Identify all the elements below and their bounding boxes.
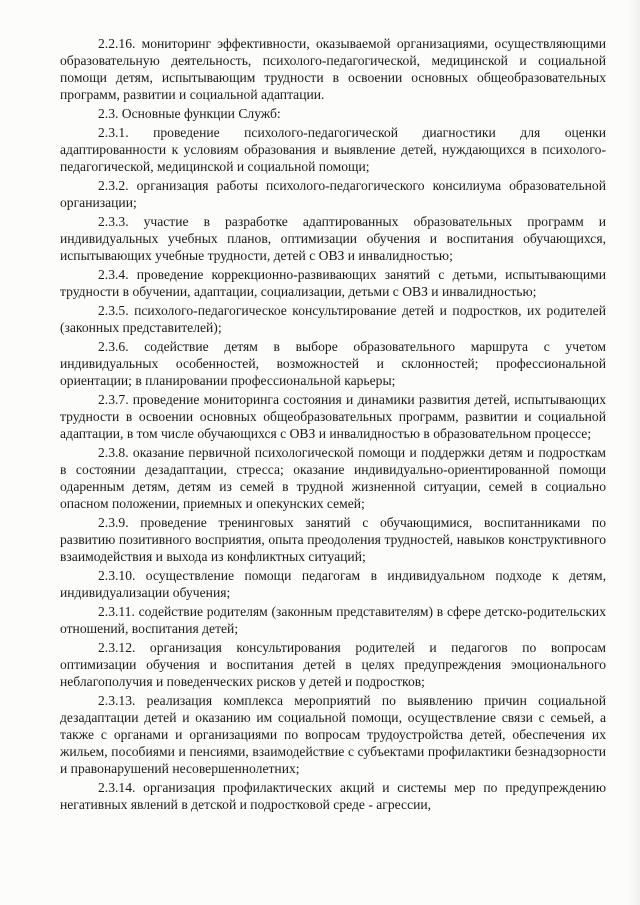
document-body	[60, 35, 606, 815]
paragraph-2-2-16: 2.2.16. мониторинг эффективности, оказываемой организациями, осуществляющими образовательную деятельность, психолого-педагогической, медицинской и социальной помощи детям, испытывающим трудности в освоении основных общеобразовательных программ, развитии и социальной адаптации.	[60, 36, 606, 102]
paragraph-2-3-8: 2.3.8. оказание первичной психологической помощи и поддержки детям и подросткам в состоянии дезадаптации, стресса; оказание индивидуально-ориентированной помощи одаренным детям, детям из семей в трудной жизненной ситуации, семей в социально опасном положении, приемных и опекунских семей;	[60, 445, 606, 511]
page-edge-shadow	[628, 0, 640, 905]
paragraph-2-3-11: 2.3.11. содействие родителям (законным представителям) в сфере детско-родительских отношений, воспитания детей;	[60, 604, 606, 636]
paragraph-2-3-1: 2.3.1. проведение психолого-педагогической диагностики для оценки адаптированности к условиям образования и выявление детей, нуждающихся в психолого-педагогической, медицинской и социальной помощи;	[60, 125, 606, 174]
paragraph-2-3-4: 2.3.4. проведение коррекционно-развивающих занятий с детьми, испытывающими трудности в обучении, адаптации, социализации, детьми с ОВЗ и инвалидностью;	[60, 267, 606, 299]
paragraph-2-3-2: 2.3.2. организация работы психолого-педагогического консилиума образовательной организации;	[60, 178, 606, 210]
paragraph-2-3-10: 2.3.10. осуществление помощи педагогам в индивидуальном подходе к детям, индивидуализации обучения;	[60, 568, 606, 600]
section-heading-2-3: 2.3. Основные функции Служб:	[98, 106, 281, 121]
paragraph-2-3-13: 2.3.13. реализация комплекса мероприятий по выявлению причин социальной дезадаптации детей и оказанию им социальной помощи, осуществление связи с семьей, а также с органами и организациями по вопросам трудоустройства детей, обеспечения их жильем, пособиями и пенсиями, взаимодействие с субъектами профилактики безнадзорности и правонарушений несовершеннолетних;	[60, 693, 606, 776]
paragraph-2-3-12: 2.3.12. организация консультирования родителей и педагогов по вопросам оптимизации обучения и воспитания детей в целях предупреждения эмоционального неблагополучия и поведенческих рисков у детей и подростков;	[60, 640, 606, 689]
paragraph-2-3-9: 2.3.9. проведение тренинговых занятий с обучающимися, воспитанниками по развитию позитивного восприятия, опыта преодоления трудностей, навыков конструктивного взаимодействия и выхода из конфликтных ситуаций;	[60, 515, 606, 564]
paragraph-2-3-7: 2.3.7. проведение мониторинга состояния и динамики развития детей, испытывающих трудности в освоении основных общеобразовательных программ, развитии и социальной адаптации, в том числе обучающихся с ОВЗ и инвалидностью в образовательном процессе;	[60, 392, 606, 441]
paragraph-2-3-6: 2.3.6. содействие детям в выборе образовательного маршрута с учетом индивидуальных особенностей, возможностей и склонностей; профессиональной ориентации; в планировании профессиональной карьеры;	[60, 339, 606, 388]
paragraph-2-3-5: 2.3.5. психолого-педагогическое консультирование детей и подростков, их родителей (законных представителей);	[60, 303, 606, 335]
paragraph-2-3-14: 2.3.14. организация профилактических акций и системы мер по предупреждению негативных явлений в детской и подростковой среде - агрессии,	[60, 780, 606, 812]
paragraph-2-3-3: 2.3.3. участие в разработке адаптированных образовательных программ и индивидуальных учебных планов, оптимизации обучения и воспитания обучающихся, испытывающих учебные трудности, детей с ОВЗ и инвалидностью;	[60, 214, 606, 263]
